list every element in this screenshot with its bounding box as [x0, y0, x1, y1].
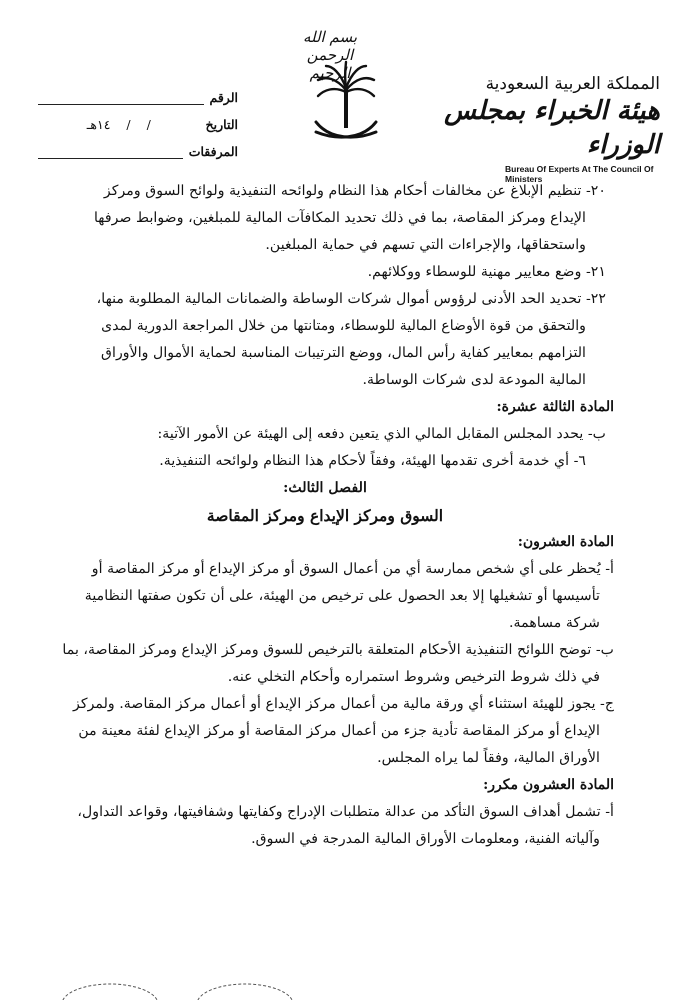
agency-name: هيئة الخبراء بمجلس الوزراء [444, 96, 660, 160]
item-22-line-4: المالية المودعة لدى شركات الوساطة. [362, 372, 586, 388]
article-20-clause-a-line-1: أ- يُحظر على أي شخص ممارسة أي من أعمال السوق أو مركز الإيداع أو مركز المقاصة أو [91, 561, 614, 577]
article-20-bis-clause-a-line-2: وآلياته الفنية، ومعلومات الأوراق المالية المدرجة في السوق. [251, 831, 600, 847]
saudi-emblem-icon [310, 60, 382, 148]
organization-block [410, 74, 660, 184]
article-20-clause-a-line-2: تأسيسها أو تشغيلها إلا بعد الحصول على ترخيص من الهيئة، على أن تكون صفتها النظامية [84, 588, 600, 604]
article-20-clause-a-line-3: شركة مساهمة. [509, 615, 600, 631]
article-20-bis-clause-a-line-1: أ- تشمل أهداف السوق التأكد من عدالة متطلبات الإدراج وكفايتها وشفافيتها، وقواعد التداول، [77, 804, 614, 820]
number-line [38, 92, 204, 105]
number-row [38, 78, 238, 105]
official-stamps-icon [0, 970, 700, 1000]
article-20-clause-c-line-2: الإيداع أو مركز المقاصة تأدية جزء من أعمال مركز المقاصة أو مركز الإيداع لفئة معينة من [78, 723, 600, 739]
article-20-bis-heading: المادة العشرون مكرر: [483, 777, 614, 793]
attachments-line [38, 146, 183, 159]
chapter-title: السوق ومركز الإيداع ومركز المقاصة [206, 506, 444, 525]
document-body [36, 178, 614, 853]
attachments-label: المرفقات [188, 144, 238, 159]
country-name: المملكة العربية السعودية [485, 74, 660, 94]
chapter-heading: الفصل الثالث: [283, 480, 367, 496]
article-20-clause-b-line-1: ب- توضح اللوائح التنفيذية الأحكام المتعلقة بالترخيص للسوق ومركز الإيداع ومركز المقاصة، بما [62, 642, 614, 658]
item-20-line-3: واستحقاقها، والإجراءات التي تسهم في حماية المبلغين. [265, 237, 586, 253]
article-13-clause-b: ب- يحدد المجلس المقابل المالي الذي يتعين دفعه إلى الهيئة عن الأمور الآتية: [157, 426, 606, 442]
attachments-row [38, 132, 238, 159]
item-20-line-1: ٢٠- تنظيم الإبلاغ عن مخالفات أحكام هذا النظام ولوائحه التنفيذية ولوائح السوق ومركز [103, 183, 606, 199]
date-row [38, 105, 238, 132]
item-20-line-2: الإيداع ومركز المقاصة، بما في ذلك تحديد المكافآت المالية للمبلغين، وضوابط صرفها [93, 210, 586, 226]
article-13-heading: المادة الثالثة عشرة: [496, 399, 614, 415]
article-20-heading: المادة العشرون: [517, 534, 614, 550]
article-20-clause-c-line-3: الأوراق المالية، وفقاً لما يراه المجلس. [377, 750, 600, 766]
basmala: بسم الله الرحمن الرحيم [302, 28, 358, 82]
item-22-line-3: التزامهم بمعايير كفاية رأس المال، ووضع الترتيبات المناسبة لحماية الأموال والأوراق [101, 345, 586, 361]
number-label: الرقم [209, 90, 238, 105]
article-20-clause-c-line-1: ج- يجوز للهيئة استثناء أي ورقة مالية من أعمال مركز الإيداع أو أعمال مركز المقاصة. ولمركز [73, 696, 614, 712]
item-21: ٢١- وضع معايير مهنية للوسطاء ووكلائهم. [367, 264, 606, 280]
article-13-clause-b6: ٦- أي خدمة أخرى تقدمها الهيئة، وفقاً لأحكام هذا النظام ولوائحه التنفيذية. [159, 453, 586, 469]
reference-block [38, 78, 238, 159]
date-label: التاريخ [205, 117, 238, 132]
agency-name-english: Bureau Of Experts At The Council Of Ministers [505, 164, 654, 184]
item-22-line-2: والتحقق من قوة الأوضاع المالية للوسطاء، ومتانتها من خلال المراجعة الدورية لمدى [101, 318, 586, 334]
item-22-line-1: ٢٢- تحديد الحد الأدنى لرؤوس أموال شركات الوساطة والضمانات المالية المطلوبة منها، [96, 291, 606, 307]
date-value: / / ١٤هـ [86, 117, 151, 132]
article-20-clause-b-line-2: في ذلك شروط الترخيص وشروط استمراره وأحكام التخلي عنه. [227, 669, 600, 685]
